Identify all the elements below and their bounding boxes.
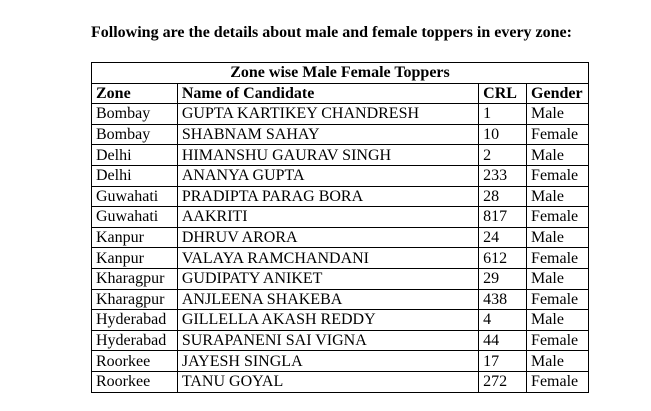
table-row xyxy=(92,248,589,269)
cell-crl: 44 xyxy=(479,330,527,351)
table-row xyxy=(92,268,589,289)
cell-crl: 438 xyxy=(479,289,527,310)
cell-zone: Bombay xyxy=(92,104,178,125)
cell-gender: Female xyxy=(527,207,589,228)
table-row xyxy=(92,371,589,392)
cell-crl: 272 xyxy=(479,371,527,392)
table-caption-row xyxy=(92,63,589,84)
cell-name: DHRUV ARORA xyxy=(177,227,478,248)
cell-name: TANU GOYAL xyxy=(177,371,478,392)
cell-name: PRADIPTA PARAG BORA xyxy=(177,186,478,207)
table-row xyxy=(92,227,589,248)
cell-name: VALAYA RAMCHANDANI xyxy=(177,248,478,269)
table-header-row xyxy=(92,83,589,104)
cell-gender: Female xyxy=(527,124,589,145)
cell-zone: Roorkee xyxy=(92,371,178,392)
cell-name: AAKRITI xyxy=(177,207,478,228)
cell-gender: Male xyxy=(527,104,589,125)
cell-crl: 4 xyxy=(479,310,527,331)
cell-name: GILLELLA AKASH REDDY xyxy=(177,310,478,331)
cell-name: GUPTA KARTIKEY CHANDRESH xyxy=(177,104,478,125)
cell-zone: Guwahati xyxy=(92,186,178,207)
cell-name: SURAPANENI SAI VIGNA xyxy=(177,330,478,351)
cell-zone: Kanpur xyxy=(92,227,178,248)
column-header-crl: CRL xyxy=(479,83,527,104)
cell-crl: 2 xyxy=(479,145,527,166)
cell-crl: 612 xyxy=(479,248,527,269)
cell-gender: Female xyxy=(527,371,589,392)
cell-gender: Male xyxy=(527,310,589,331)
cell-zone: Delhi xyxy=(92,145,178,166)
cell-gender: Male xyxy=(527,186,589,207)
cell-gender: Female xyxy=(527,330,589,351)
table-row xyxy=(92,289,589,310)
cell-zone: Bombay xyxy=(92,124,178,145)
cell-name: HIMANSHU GAURAV SINGH xyxy=(177,145,478,166)
table-row xyxy=(92,104,589,125)
cell-crl: 24 xyxy=(479,227,527,248)
table-row xyxy=(92,207,589,228)
cell-zone: Delhi xyxy=(92,165,178,186)
cell-name: ANJLEENA SHAKEBA xyxy=(177,289,478,310)
cell-zone: Kanpur xyxy=(92,248,178,269)
cell-crl: 817 xyxy=(479,207,527,228)
cell-gender: Female xyxy=(527,289,589,310)
cell-crl: 233 xyxy=(479,165,527,186)
table-body xyxy=(92,104,589,392)
table-row xyxy=(92,186,589,207)
cell-zone: Roorkee xyxy=(92,351,178,372)
cell-gender: Female xyxy=(527,248,589,269)
cell-zone: Kharagpur xyxy=(92,268,178,289)
table-row xyxy=(92,165,589,186)
table-row xyxy=(92,145,589,166)
cell-crl: 28 xyxy=(479,186,527,207)
cell-name: ANANYA GUPTA xyxy=(177,165,478,186)
cell-zone: Hyderabad xyxy=(92,330,178,351)
table-row xyxy=(92,124,589,145)
cell-crl: 29 xyxy=(479,268,527,289)
cell-crl: 10 xyxy=(479,124,527,145)
cell-name: SHABNAM SAHAY xyxy=(177,124,478,145)
table-row xyxy=(92,310,589,331)
cell-name: JAYESH SINGLA xyxy=(177,351,478,372)
table-caption: Zone wise Male Female Toppers xyxy=(92,63,589,84)
cell-crl: 1 xyxy=(479,104,527,125)
column-header-gender: Gender xyxy=(527,83,589,104)
cell-gender: Female xyxy=(527,165,589,186)
cell-gender: Male xyxy=(527,351,589,372)
table-row xyxy=(92,330,589,351)
cell-gender: Male xyxy=(527,145,589,166)
cell-gender: Male xyxy=(527,227,589,248)
cell-zone: Kharagpur xyxy=(92,289,178,310)
cell-name: GUDIPATY ANIKET xyxy=(177,268,478,289)
cell-crl: 17 xyxy=(479,351,527,372)
cell-zone: Guwahati xyxy=(92,207,178,228)
cell-gender: Male xyxy=(527,268,589,289)
toppers-table xyxy=(91,62,589,393)
table-row xyxy=(92,351,589,372)
cell-zone: Hyderabad xyxy=(92,310,178,331)
column-header-zone: Zone xyxy=(92,83,178,104)
intro-heading: Following are the details about male and female toppers in every zone: xyxy=(91,24,572,41)
column-header-name: Name of Candidate xyxy=(177,83,478,104)
